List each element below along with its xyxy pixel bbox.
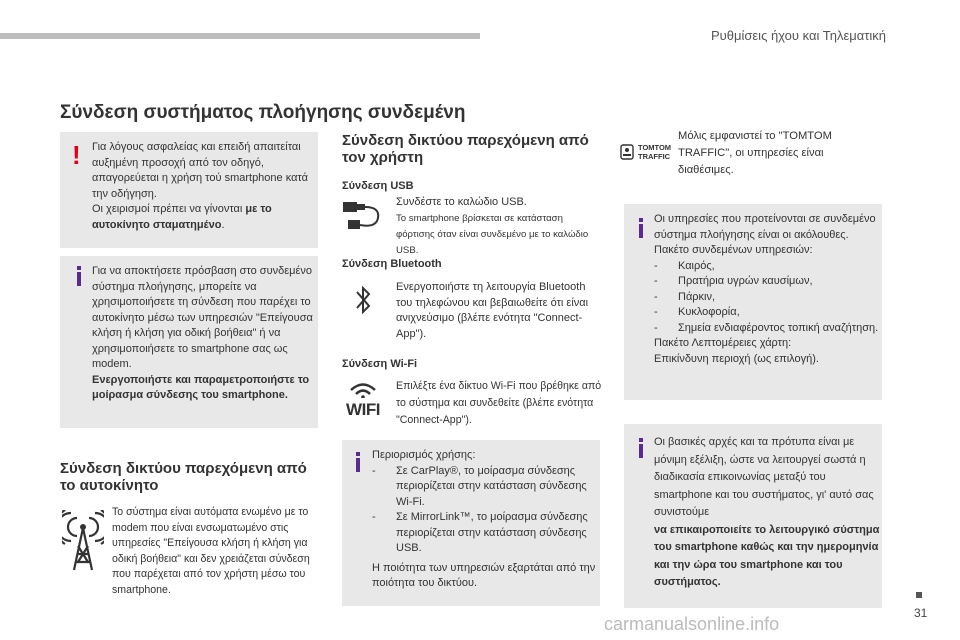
services-pack-map-text: Επικίνδυνη περιοχή (ως επιλογή). — [654, 352, 819, 365]
services-pack-map: Πακέτο Λεπτομέρειες χάρτη: — [654, 337, 792, 349]
antenna-icon — [62, 510, 104, 572]
info-paragraph: Για να αποκτήσετε πρόσβαση στο συνδεμένο σύστημα πλοήγησης, μπορείτε να χρησιμοποιήσετε τη σύνδεση που παρέχει το αυτοκίνητο μέσω των υπηρεσιών "Επείγουσα κλήση ή κλήση για οδική βοήθεια" ή να χρησιμοποιήσετε το smartphone σας ως modem. — [92, 265, 313, 370]
user-connection-title: Σύνδεση δικτύου παρεχόμενη από τον χρήστη — [342, 132, 589, 166]
warning-icon: ! — [72, 140, 81, 170]
warning-paragraph-2: Οι χειρισμοί πρέπει να γίνονται με το αυτοκίνητο σταματημένο. — [92, 203, 272, 231]
section-header: Ρυθμίσεις ήχου και Τηλεματική — [710, 28, 886, 43]
info-icon — [356, 452, 360, 470]
info-icon — [77, 266, 81, 284]
services-pack-connected: Πακέτο συνδεμένων υπηρεσιών: — [654, 244, 813, 256]
standards-box — [624, 424, 882, 608]
services-list — [654, 259, 880, 337]
warning-text — [92, 140, 314, 233]
info-text — [92, 264, 316, 404]
list-item: - Κυκλοφορία, — [654, 305, 880, 321]
usb-text: Συνδέστε το καλώδιο USB. — [396, 196, 527, 208]
usb-heading: Σύνδεση USB — [342, 180, 414, 192]
standards-bold: να επικαιροποιείτε το λειτουργικό σύστημα του smartphone καθώς και την ημερομηνία και την ώρα του smartphone και του συστήματος. — [654, 523, 880, 588]
quality-text: Η ποιότητα των υπηρεσιών εξαρτάται από την ποιότητα του δικτύου. — [372, 561, 596, 589]
usage-limits-heading: Περιορισμός χρήσης: — [372, 449, 476, 461]
page-number: 31 — [914, 606, 928, 620]
bluetooth-text: Ενεργοποιήστε τη λειτουργία Bluetooth του τηλεφώνου και βεβαιωθείτε ότι είναι ανιχνεύσιμο (βλέπε ενότητα "Connect-App"). — [396, 281, 589, 340]
wifi-icon: WIFI — [340, 380, 386, 426]
info-icon — [639, 438, 643, 456]
end-marker — [916, 592, 922, 598]
usage-limits-text — [372, 448, 598, 592]
services-box — [624, 204, 882, 400]
list-item: - Σε MirrorLink™, το μοίρασμα σύνδεσης περιορίζεται στην κατάσταση σύνδεσης USB. — [372, 510, 598, 557]
list-item: - Σε CarPlay®, το μοίρασμα σύνδεσης περιορίζεται στην κατάσταση σύνδεσης Wi-Fi. — [372, 464, 598, 511]
usb-cable-icon — [340, 198, 386, 234]
page-title: Σύνδεση συστήματος πλοήγησης συνδεμένη — [60, 102, 466, 123]
usb-note: Το smartphone βρίσκεται σε κατάσταση φόρτισης όταν είναι συνδεμένο με το καλώδιο USB. — [396, 213, 589, 256]
services-text — [654, 212, 880, 367]
list-item: - Σημεία ενδιαφέροντος τοπική αναζήτηση. — [654, 321, 880, 337]
vehicle-connection-text: Το σύστημα είναι αυτόματα ενωμένο με το modem που είναι ενσωματωμένο στις υπηρεσίες "Επείγουσα κλήση ή κλήση για οδική βοήθεια" και δεν χρειάζεται σύνδεση που παρέχεται από τον χρήστη μέσω του smartphone. — [112, 506, 310, 596]
info-box-access — [60, 256, 318, 428]
vehicle-connection-title: Σύνδεση δικτύου παρεχόμενη από το αυτοκίνητο — [60, 460, 307, 494]
list-item: - Πάρκιν, — [654, 290, 880, 306]
bluetooth-icon — [340, 280, 386, 320]
services-intro: Οι υπηρεσίες που προτείνονται σε συνδεμένο σύστημα πλοήγησης είναι οι ακόλουθες. — [654, 213, 876, 241]
list-item: - Καιρός, — [654, 259, 880, 275]
wifi-text: Επιλέξτε ένα δίκτυο Wi-Fi που βρέθηκε από το σύστημα και συνδεθείτε (βλέπε ενότητα "Connect-App"). — [396, 380, 602, 426]
bluetooth-heading: Σύνδεση Bluetooth — [342, 258, 442, 270]
wifi-heading: Σύνδεση Wi-Fi — [342, 358, 418, 370]
usage-limits-list — [372, 464, 598, 557]
watermark: carmanualsonline.info — [604, 614, 780, 634]
usage-limits-box — [342, 440, 600, 606]
tomtom-traffic-logo: TOMTOM TRAFFIC — [620, 140, 668, 164]
tomtom-text: Μόλις εμφανιστεί το "TOMTOM TRAFFIC", οι υπηρεσίες είναι διαθέσιμες. — [678, 130, 832, 176]
warning-paragraph: Για λόγους ασφαλείας και επειδή απαιτείται αυξημένη προσοχή από τον οδηγό, απαγορεύεται η χρήση τού smartphone κατά την οδήγηση. — [92, 141, 308, 200]
standards-paragraph: Οι βασικές αρχές και τα πρότυπα είναι με μόνιμη εξέλιξη, ώστε να λειτουργεί σωστά η διαδικασία επικοινωνίας μεταξύ του smartphone και του συστήματος, γι' αυτό σας συνιστούμε — [654, 436, 874, 518]
header-bar — [0, 33, 480, 39]
info-icon — [639, 218, 643, 236]
info-bold: Ενεργοποιήστε και παραμετροποιήστε το μοίρασμα σύνδεσης του smartphone. — [92, 373, 310, 401]
warning-box — [60, 132, 318, 248]
standards-text — [654, 434, 880, 592]
list-item: - Πρατήρια υγρών καυσίμων, — [654, 274, 880, 290]
